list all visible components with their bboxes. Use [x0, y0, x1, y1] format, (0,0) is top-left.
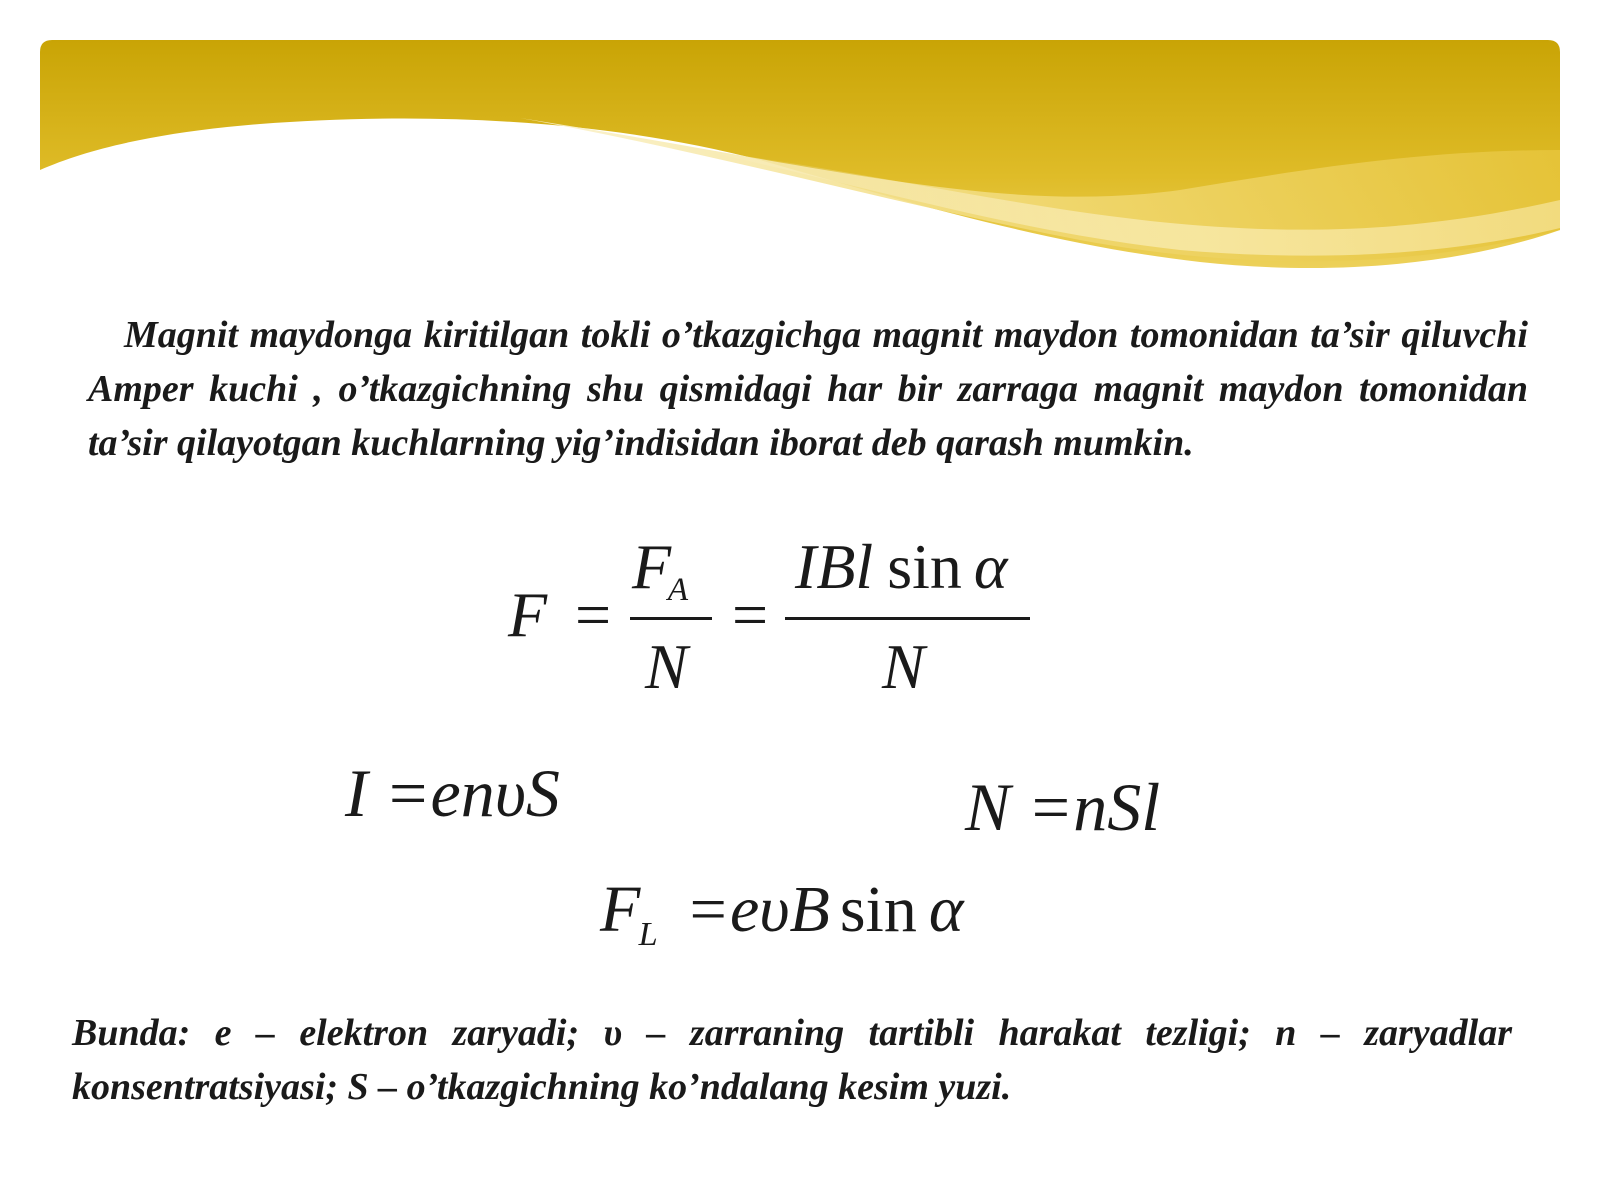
formula-particle-count: N =nSl [965, 769, 1161, 845]
intro-paragraph: Magnit maydonga kiritilgan tokli o’tkazgichga magnit maydon tomonidan ta’sir qiluvchi Amper kuchi , o’tkazgichning shu qismidagi har bir zarraga magnit maydon tomonidan ta’sir qilayotgan kuchlarning yig’indisidan iborat deb qarash mumkin. [88, 314, 1528, 464]
formula1-denominator-2: N [882, 631, 925, 702]
formula1-num1-main: F [632, 531, 672, 602]
formula-current: I =enυS [345, 755, 560, 831]
formula1-denominator-1: N [645, 631, 688, 702]
formula1-equals-2: = [732, 579, 769, 650]
formula1-num2-fn: sin [887, 531, 962, 602]
formula4-main: F [600, 873, 641, 946]
formula1-numerator-1 [632, 530, 691, 608]
formula1-lhs: F [508, 579, 548, 650]
formula4-fn: sin [839, 873, 917, 946]
footnote-paragraph: Bunda: e – elektron zaryadi; υ – zarraning tartibli harakat tezligi; n – zaryadlar konsentratsiyasi; S – o’tkazgichning ko’ndalang kesim yuzi. [72, 1012, 1512, 1108]
formula1-num1-sub: A [667, 570, 689, 608]
formula1-fraction-bar-2 [785, 617, 1030, 620]
formula1-num2-italic: IBl [795, 531, 874, 602]
formula-lorentz-force [600, 872, 964, 953]
formula4-angle: α [928, 873, 964, 946]
formula1-numerator-2 [795, 530, 1007, 604]
formula1-equals-1: = [575, 579, 612, 650]
formula4-rhs: =eυB [685, 873, 830, 946]
formula4-sub: L [638, 914, 658, 953]
formula1-fraction-bar-1 [630, 617, 712, 620]
formula1-num2-angle: α [973, 531, 1008, 602]
header-banner [0, 0, 1600, 290]
